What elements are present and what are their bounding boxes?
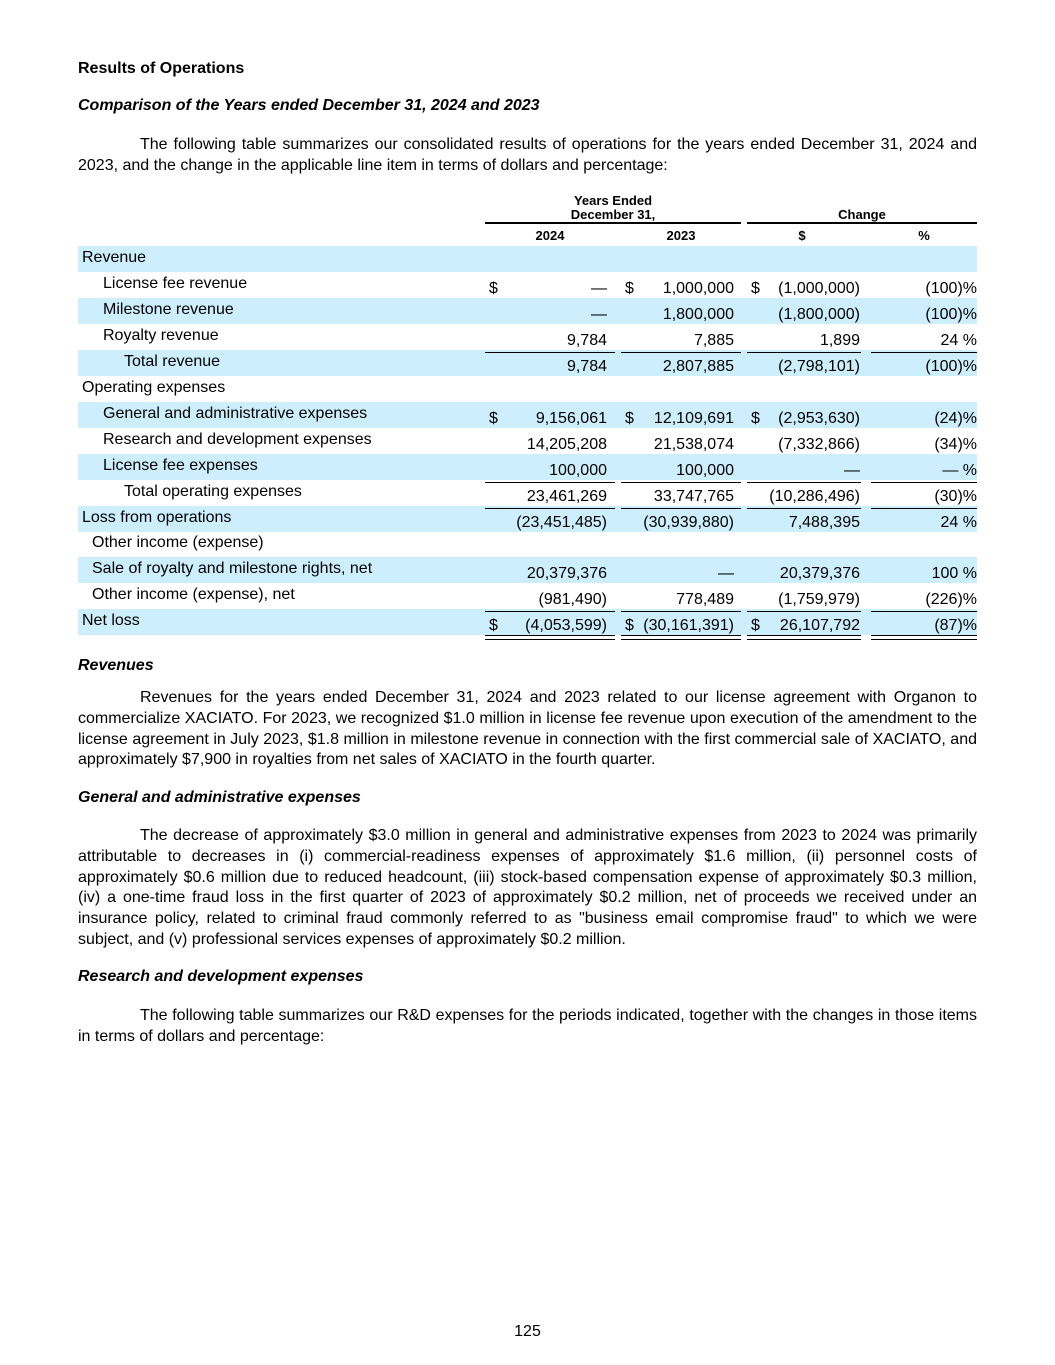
- value-2024: 100,000: [549, 461, 607, 479]
- value-2023: —: [718, 565, 734, 583]
- header-underline-years: [485, 222, 741, 224]
- table-row: [78, 609, 977, 635]
- rd-paragraph: The following table summarizes our R&D expenses for the periods indicated, together with the changes in those items in terms of dollars and percentage:: [78, 1007, 977, 1045]
- value-2023: 778,489: [676, 591, 734, 609]
- currency-symbol: $: [489, 409, 498, 427]
- currency-symbol: $: [751, 279, 760, 297]
- row-label: Operating expenses: [82, 378, 226, 396]
- total-double-rule: [621, 635, 741, 640]
- table-row: [78, 298, 977, 324]
- page-number: 125: [514, 1323, 541, 1340]
- value-2024: 9,784: [566, 357, 607, 375]
- subtotal-rule: [871, 508, 977, 509]
- row-label: Total operating expenses: [124, 482, 302, 500]
- subtotal-rule: [485, 482, 615, 483]
- subtotal-rule: [621, 508, 741, 509]
- row-label: General and administrative expenses: [103, 404, 368, 422]
- subtotal-rule: [871, 352, 977, 353]
- value-2023: 2,807,885: [662, 357, 734, 375]
- revenues-paragraph: Revenues for the years ended December 31, 2024 and 2023 related to our license agreement with Organon to commercialize XACIATO. For 2023, we recognized $1.0 million in license fee revenue upon execution of the amendment to the license agreement in July 2023, $1.8 million in milestone revenue in connection with the first commercial sale of XACIATO, and approximately $7,900 in royalties from net sales of XACIATO in the fourth quarter.: [78, 689, 977, 769]
- currency-symbol: $: [625, 617, 634, 635]
- subtotal-rule: [747, 611, 861, 612]
- value-change-percent: (100)%: [925, 357, 977, 375]
- subtotal-rule: [485, 508, 615, 509]
- total-double-rule: [485, 635, 615, 640]
- section-title: Results of Operations: [78, 60, 245, 77]
- value-change-dollars: (1,000,000): [778, 279, 860, 297]
- value-change-dollars: (7,332,866): [778, 435, 860, 453]
- value-change-dollars: —: [844, 461, 860, 479]
- value-2024: —: [591, 279, 607, 297]
- subtotal-rule: [485, 352, 615, 353]
- value-change-percent: (100)%: [925, 305, 977, 323]
- value-2024: 20,379,376: [526, 565, 607, 583]
- table-row: [78, 557, 977, 583]
- table-row: [78, 531, 977, 557]
- column-header-change-percent: %: [918, 228, 930, 243]
- row-label: Sale of royalty and milestone rights, net: [92, 560, 373, 578]
- value-change-dollars: 20,379,376: [779, 565, 860, 583]
- value-change-percent: 24 %: [940, 331, 977, 349]
- value-2023: 1,800,000: [662, 305, 734, 323]
- value-2024: (981,490): [538, 591, 607, 609]
- subtotal-rule: [747, 508, 861, 509]
- row-label: Loss from operations: [82, 508, 232, 526]
- value-change-dollars: 7,488,395: [788, 513, 860, 531]
- value-change-percent: (24)%: [934, 409, 977, 427]
- subtotal-rule: [747, 482, 861, 483]
- value-2023: 21,538,074: [653, 435, 734, 453]
- value-2024: (23,451,485): [516, 513, 607, 531]
- table-row: [78, 506, 977, 532]
- value-2024: 9,156,061: [535, 409, 607, 427]
- column-header-2024: 2024: [535, 228, 565, 243]
- value-2023: 12,109,691: [653, 409, 734, 427]
- header-underline-change: [747, 222, 977, 224]
- subtotal-rule: [871, 611, 977, 612]
- row-label: Revenue: [82, 249, 147, 266]
- intro-paragraph: The following table summarizes our consolidated results of operations for the years ended December 31, 2024 and 2023, and the change in the applicable line item in terms of dollars and percentage:: [78, 136, 977, 174]
- table-row: [78, 583, 977, 609]
- value-change-percent: 100 %: [931, 565, 977, 583]
- value-2024: 23,461,269: [526, 487, 607, 505]
- subtotal-rule: [621, 611, 741, 612]
- currency-symbol: $: [625, 279, 634, 297]
- total-double-rule: [747, 635, 861, 640]
- value-change-percent: (100)%: [925, 279, 977, 297]
- value-change-dollars: 1,899: [819, 331, 860, 349]
- table-row: [78, 272, 977, 298]
- row-label: Total revenue: [124, 352, 221, 370]
- currency-symbol: $: [751, 617, 760, 635]
- subtotal-rule: [747, 352, 861, 353]
- total-double-rule: [871, 635, 977, 640]
- value-2024: —: [591, 305, 607, 323]
- value-change-dollars: 26,107,792: [779, 617, 860, 635]
- value-2023: 1,000,000: [662, 279, 734, 297]
- value-change-percent: (226)%: [925, 591, 977, 609]
- header-years-ended: [485, 194, 741, 222]
- value-change-dollars: (2,953,630): [778, 409, 860, 427]
- value-change-percent: (30)%: [934, 487, 977, 505]
- table-row: [78, 454, 977, 480]
- table-row: [78, 428, 977, 454]
- value-change-percent: (87)%: [934, 617, 977, 635]
- value-change-percent: (34)%: [934, 435, 977, 453]
- row-label: Other income (expense): [92, 534, 264, 552]
- currency-symbol: $: [751, 409, 760, 427]
- row-label: License fee expenses: [103, 456, 258, 474]
- column-header-2023: 2023: [666, 228, 696, 243]
- table-row: [78, 350, 977, 376]
- value-2023: 33,747,765: [653, 487, 734, 505]
- value-change-percent: — %: [942, 461, 977, 479]
- currency-symbol: $: [625, 409, 634, 427]
- header-years-ended-line2: December 31,: [570, 207, 656, 222]
- subtotal-rule: [485, 611, 615, 612]
- header-years-ended-line1: Years Ended: [573, 193, 653, 208]
- table-row: [78, 376, 977, 402]
- value-2024: 9,784: [566, 331, 607, 349]
- value-change-percent: 24 %: [940, 513, 977, 531]
- ga-paragraph: The decrease of approximately $3.0 million in general and administrative expenses from 2023 to 2024 was primarily attributable to decreases in (i) commercial-readiness expenses of approximately $1.6 million, (ii) personnel costs of approximately $0.6 million due to reduced headcount, (iii) stock-based compensation expense of approximately $0.3 million, (iv) a one-time fraud loss in the first quarter of 2023 of approximately $0.2 million, net of proceeds we received under an insurance policy, related to criminal fraud commonly referred to as "business email compromise fraud" to which we were subject, and (v) professional services expenses of approximately $0.2 million.: [78, 827, 977, 948]
- value-2023: (30,939,880): [643, 513, 734, 531]
- row-label: Net loss: [82, 612, 140, 630]
- row-label: Other income (expense), net: [92, 586, 295, 604]
- subtotal-rule: [871, 482, 977, 483]
- value-change-dollars: (10,286,496): [769, 487, 860, 505]
- value-change-dollars: (1,800,000): [778, 305, 860, 323]
- header-change: Change: [838, 207, 886, 222]
- ga-heading: General and administrative expenses: [78, 789, 361, 806]
- revenues-heading: Revenues: [78, 657, 154, 674]
- row-label: Milestone revenue: [103, 300, 234, 318]
- row-label: Research and development expenses: [103, 430, 372, 448]
- column-header-change-dollars: $: [798, 228, 806, 243]
- subsection-title: Comparison of the Years ended December 31, 2024 and 2023: [78, 97, 540, 114]
- value-2024: 14,205,208: [526, 435, 607, 453]
- row-label: Royalty revenue: [103, 326, 219, 344]
- currency-symbol: $: [489, 279, 498, 297]
- value-2023: 100,000: [676, 461, 734, 479]
- table-row: [78, 324, 977, 350]
- value-2023: 7,885: [693, 331, 734, 349]
- currency-symbol: $: [489, 617, 498, 635]
- value-change-dollars: (2,798,101): [778, 357, 860, 375]
- row-label: License fee revenue: [103, 274, 248, 292]
- subtotal-rule: [621, 482, 741, 483]
- value-2024: (4,053,599): [525, 617, 607, 635]
- subtotal-rule: [621, 352, 741, 353]
- table-row: [78, 402, 977, 428]
- table-row: [78, 480, 977, 506]
- value-change-dollars: (1,759,979): [778, 591, 860, 609]
- table-row: [78, 246, 977, 272]
- rd-heading: Research and development expenses: [78, 968, 364, 985]
- value-2023: (30,161,391): [643, 617, 734, 635]
